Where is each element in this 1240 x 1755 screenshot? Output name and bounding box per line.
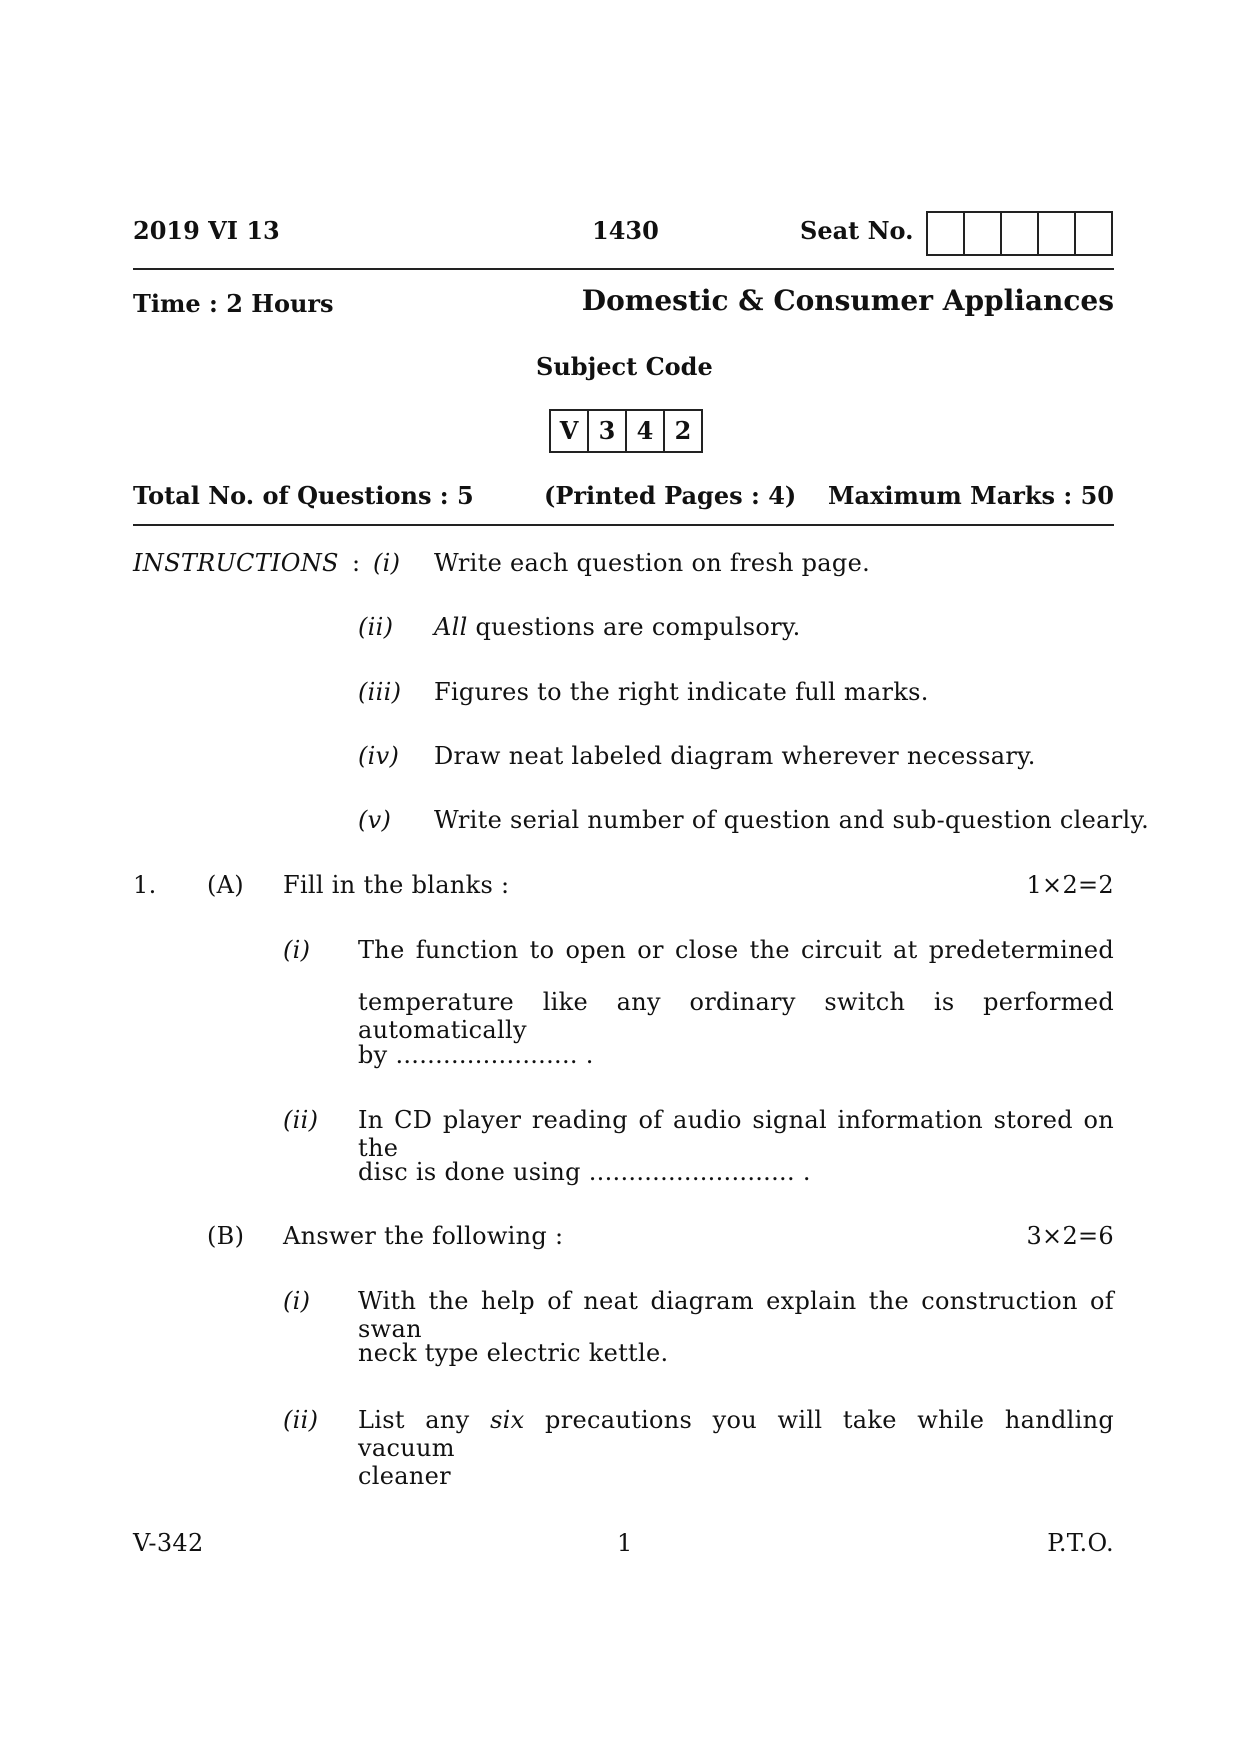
subquestion-emphasis: six — [490, 1406, 525, 1434]
subquestion-line: temperature like any ordinary switch is performed automatically — [358, 988, 1114, 1044]
instruction-text: Write serial number of question and sub-question clearly. — [434, 806, 1150, 834]
instructions-label: INSTRUCTIONS — [133, 549, 339, 577]
subject-code-char: 4 — [627, 411, 665, 451]
part-label: (B) — [207, 1222, 245, 1250]
subquestion-line: In CD player reading of audio signal information stored on the — [358, 1106, 1114, 1162]
part-title: Answer the following : — [283, 1222, 564, 1250]
instruction-text: Figures to the right indicate full marks. — [434, 678, 929, 706]
printed-pages: (Printed Pages : 4) — [544, 481, 797, 510]
page-number: 1 — [617, 1529, 633, 1557]
total-questions: Total No. of Questions : 5 — [133, 481, 474, 510]
subquestion-text: precautions you will take while handling vacuum — [358, 1406, 1114, 1462]
instruction-text: Draw neat labeled diagram wherever necessary. — [434, 742, 1036, 770]
instruction-num: (v) — [358, 806, 392, 834]
seat-digit-box[interactable] — [1076, 213, 1111, 254]
subject-code-label: Subject Code — [536, 352, 713, 381]
subquestion-line: cleaner — [358, 1462, 451, 1490]
max-marks: Maximum Marks : 50 — [827, 481, 1114, 510]
subquestion-text: List any — [358, 1406, 491, 1434]
seat-digit-box[interactable] — [1039, 213, 1076, 254]
subquestion-line: neck type electric kettle. — [358, 1339, 669, 1367]
part-label: (A) — [207, 871, 244, 899]
subject-code-char: 2 — [674, 416, 692, 445]
subquestion-num: (ii) — [283, 1406, 319, 1434]
instruction-num: (iv) — [358, 742, 400, 770]
part-title: Fill in the blanks : — [283, 871, 510, 899]
footer-code: V-342 — [133, 1529, 204, 1557]
question-number: 1. — [133, 871, 157, 899]
seat-digit-box[interactable] — [1002, 213, 1039, 254]
subquestion-line: With the help of neat diagram explain the construction of swan — [358, 1287, 1114, 1343]
subquestion-line: disc is done using .......................... . — [358, 1158, 811, 1186]
subject-title: Domestic & Consumer Appliances — [581, 284, 1114, 317]
seat-label: Seat No. — [800, 216, 914, 245]
seat-digit-box[interactable] — [965, 213, 1002, 254]
subquestion-num: (i) — [283, 1287, 311, 1315]
instructions-separator: : — [352, 549, 361, 577]
subquestion-line: The function to open or close the circuit at predetermined — [358, 936, 1114, 964]
instruction-text — [434, 613, 801, 641]
seat-number-boxes[interactable] — [926, 211, 1113, 256]
subquestion-line: by ....................... . — [358, 1041, 594, 1069]
paper-code: 2019 VI 13 — [133, 216, 280, 245]
instruction-text-rest: questions are compulsory. — [467, 613, 801, 641]
subquestion-num: (i) — [283, 936, 311, 964]
instruction-emphasis: All — [434, 613, 468, 641]
instruction-num: (iii) — [358, 678, 402, 706]
header-bottom-rule — [133, 524, 1114, 526]
subject-code-char: 3 — [589, 411, 627, 451]
subquestion-num: (ii) — [283, 1106, 319, 1134]
header-rule — [133, 268, 1114, 270]
subject-code-boxes — [549, 409, 703, 453]
subject-code-char: V — [551, 411, 589, 451]
subquestion-line — [358, 1406, 1114, 1462]
seat-digit-box[interactable] — [928, 213, 965, 254]
part-marks: 3×2=6 — [1026, 1222, 1114, 1250]
instruction-num: (ii) — [358, 613, 394, 641]
pto-label: P.T.O. — [1047, 1529, 1114, 1557]
part-marks: 1×2=2 — [1026, 871, 1114, 899]
instruction-num: (i) — [373, 549, 401, 577]
instruction-text: Write each question on fresh page. — [434, 549, 871, 577]
time-label: Time : 2 Hours — [133, 289, 334, 318]
paper-number: 1430 — [592, 216, 659, 245]
